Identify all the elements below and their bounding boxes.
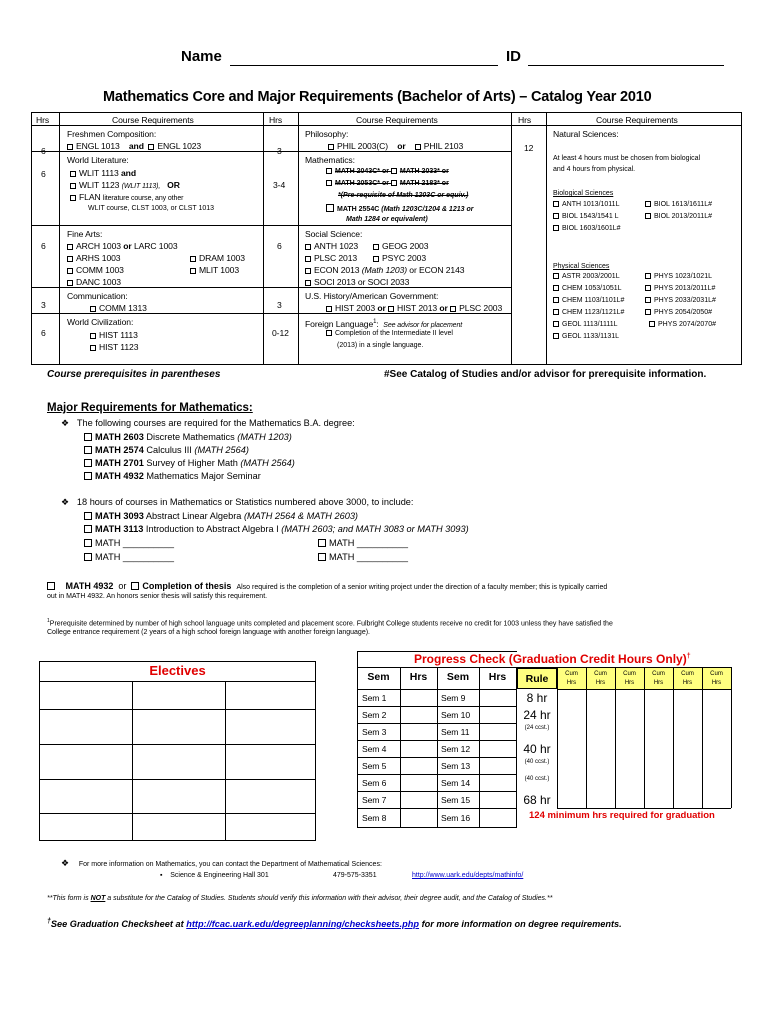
checkbox-icon[interactable] [388,306,394,312]
foreign-label: Foreign Language$^1$: See advisor for placement [305,318,463,329]
checkbox-icon[interactable] [90,345,96,351]
social-label: Social Science: [305,229,363,239]
sem-header-2: Sem [446,671,470,683]
flan-note: WLIT course, CLST 1003, or CLST 1013 [88,205,215,212]
checkbox-icon[interactable] [47,582,55,590]
hrs-label: Hrs [653,680,664,686]
id-underline[interactable] [528,65,724,66]
col-req-header-3: Course Requirements [596,115,678,125]
hrs-us-history: 3 [277,300,282,310]
sem-row-label: Sem 7 [362,795,387,805]
wlit1113-row[interactable]: WLIT 1113 and [70,167,136,179]
checkbox-icon[interactable] [84,446,92,454]
sem-row-label: Sem 1 [362,693,387,703]
chem1053-row[interactable]: CHEM 1053/1051L [553,284,622,294]
rule-8: 8 hr [526,691,548,705]
checkbox-icon[interactable] [305,244,311,250]
checkbox-icon[interactable] [553,321,559,327]
col-hrs-header-3: Hrs [518,115,532,125]
world-lit-label: World Literature: [67,155,129,165]
sem-row-label: Sem 13 [441,761,471,771]
checkbox-icon[interactable] [67,280,73,286]
hrs-mathematics: 3-4 [273,180,286,190]
checkbox-icon[interactable] [391,168,397,174]
checkbox-icon[interactable] [70,195,76,201]
checkbox-icon[interactable] [84,539,92,547]
electives-title: Electives [149,663,206,678]
sem-row-label: Sem 8 [362,813,387,823]
hist1123-row[interactable]: HIST 1123 [90,341,138,353]
math3113-row[interactable]: MATH 3113 Introduction to Abstract Algebra I (MATH 2603; and MATH 3083 or MATH 3093) [84,523,469,535]
hrs-fine-arts: 6 [41,241,46,251]
checkbox-icon[interactable] [190,256,196,262]
not-substitute-note: **This form is NOT a substitute for the Catalog of Studies. Students should verify this information with their advisor, their degree audit, and the Catalog of Studies.** [47,895,553,902]
foreign-completion-row[interactable]: Completion of the Intermediate II level [326,329,453,339]
checkbox-icon[interactable] [553,225,559,231]
sem-header-1: Sem [367,671,390,683]
thesis-text-2: out in MATH 4932. An honors senior thesis will satisfy this requirement. [47,593,268,600]
phys2074-row[interactable]: PHYS 2074/2070# [649,320,716,330]
rule-40: 40 hr [523,742,551,756]
comm1003-row[interactable]: COMM 1003 [67,264,124,276]
checkbox-icon[interactable] [373,244,379,250]
sem-row-label: Sem 2 [362,710,387,720]
sem-row-label: Sem 14 [441,778,471,788]
geol1113-row[interactable]: GEOL 1113/1111L [553,320,618,330]
hrs-header-1: Hrs [409,671,428,683]
name-label: Name [181,48,222,65]
footnote-1: $^1$Prerequisite determined by number of high school language units completed and placement score. Fulbright College students receive no credit for 1003 unless they have satisfied the [47,618,613,628]
hrs-label: Hrs [682,680,693,686]
sem-row-label: Sem 3 [362,727,387,737]
arch-row[interactable]: ARCH 1003 or LARC 1003 [67,240,178,252]
philosophy-label: Philosophy: [305,129,349,139]
prereq-note: Course prerequisites in parentheses [47,369,221,380]
checkbox-icon[interactable] [305,256,311,262]
hrs-label: Hrs [711,680,722,686]
checkbox-icon[interactable] [645,297,651,303]
checkbox-icon[interactable] [305,268,311,274]
more-info: ❖ For more information on Mathematics, you can contact the Department of Mathematical Sciences: [61,858,382,868]
diamond-bullet-icon: ❖ [61,418,70,428]
checkbox-icon[interactable] [84,512,92,520]
checkbox-icon[interactable] [318,539,326,547]
major-bullet-2: ❖ 18 hours of courses in Mathematics or Statistics numbered above 3000, to include: [61,497,414,507]
grad-checksheet-note: †See Graduation Checksheet at http://fcac.uark.edu/degreeplanning/checksheets.php for more information on degree requirements. [47,918,622,930]
rule-24-note: (24 ccst.) [524,725,550,731]
cum-hrs-header [673,668,702,689]
psyc-row[interactable]: PSYC 2003 [373,252,426,264]
dram-row[interactable]: DRAM 1003 [190,252,245,264]
progress-title: Progress Check (Graduation Credit Hours Only)† [414,652,691,666]
wlit1123-row[interactable]: WLIT 1123 (WLIT 1113), OR [70,179,180,192]
hrs-label: Hrs [566,680,577,686]
checkbox-icon[interactable] [90,306,96,312]
astr-row[interactable]: ASTR 2003/2001L [553,272,620,282]
hrs-world-civ: 6 [41,328,46,338]
math2554-row[interactable]: MATH 2554C (Math 1203C/1204 & 1213 or [326,204,473,215]
checkbox-icon[interactable] [84,553,92,561]
hrs-social: 6 [277,241,282,251]
chem1103-row[interactable]: CHEM 1103/1101L# [553,296,624,306]
checkbox-icon[interactable] [450,306,456,312]
cum-hrs-header [644,668,673,689]
checkbox-icon[interactable] [553,285,559,291]
anth1013-row[interactable]: ANTH 1013/1011L [553,200,619,210]
math2053-row[interactable]: MATH 2053C* or MATH 2183* or [326,179,449,189]
hrs-communication: 3 [41,300,46,310]
contact-phone: 479-575-3351 [333,872,377,879]
rule-40-note-2: (40 ccst.) [524,776,550,782]
checkbox-icon[interactable] [553,309,559,315]
checkbox-icon[interactable] [326,204,334,212]
econ-row[interactable]: ECON 2013 (Math 1203) or ECON 2143 [305,264,464,276]
hrs-header-2: Hrs [488,671,507,683]
checkbox-icon[interactable] [645,201,651,207]
sem-row-label: Sem 12 [441,744,471,754]
sem-row-label: Sem 16 [441,813,471,823]
footnote-2: College entrance requirement (2 years of a high school foreign language with another foreign language). [47,629,370,636]
cum-label: Cum [710,671,723,677]
arhs-row[interactable]: ARHS 1003 [67,252,120,264]
col-req-header-2: Course Requirements [356,115,438,125]
cum-label: Cum [594,671,607,677]
checkbox-icon[interactable] [67,244,73,250]
biol2013-row[interactable]: BIOL 2013/2011L# [645,212,712,222]
checkbox-icon[interactable] [67,144,73,150]
chem1123-row[interactable]: CHEM 1123/1121L# [553,308,624,318]
flan-row[interactable]: FLAN literature course, any other [70,191,183,204]
min-hours-note: 124 minimum hrs required for graduation [529,810,715,821]
sem-row-label: Sem 10 [441,710,471,720]
math-blank-3[interactable]: MATH __________ [84,551,174,563]
us-history-label: U.S. History/American Government: [305,291,439,301]
checkbox-icon[interactable] [84,433,92,441]
checkbox-icon[interactable] [326,330,332,336]
col-req-header-1: Course Requirements [112,115,194,125]
rule-24: 24 hr [523,708,551,722]
natural-label: Natural Sciences: [553,129,619,139]
sem-row-label: Sem 5 [362,761,387,771]
checkbox-icon[interactable] [373,256,379,262]
col-hrs-header-2: Hrs [269,115,283,125]
soci-row[interactable]: SOCI 2013 or SOCI 2033 [305,276,409,288]
diamond-bullet-icon: ❖ [61,497,70,507]
math-blank-2[interactable]: MATH __________ [318,537,408,549]
name-underline[interactable] [230,65,498,66]
hrs-foreign: 0-12 [272,328,289,338]
phys2054-row[interactable]: PHYS 2054/2050# [645,308,712,318]
id-label: ID [506,48,521,65]
checkbox-icon[interactable] [645,273,651,279]
anth-row[interactable]: ANTH 1023 [305,240,358,252]
math2574-row[interactable]: MATH 2574 Calculus III (MATH 2564) [84,444,249,456]
math2701-row[interactable]: MATH 2701 Survey of Higher Math (MATH 2564) [84,457,295,469]
checkbox-icon[interactable] [553,333,559,339]
math-blank-4[interactable]: MATH __________ [318,551,408,563]
major-bullet-1: ❖ The following courses are required for the Mathematics B.A. degree: [61,418,355,428]
mathematics-label: Mathematics: [305,155,355,165]
checkbox-icon[interactable] [328,144,334,150]
math4932-row[interactable]: MATH 4932 Mathematics Major Seminar [84,470,261,482]
hrs-philosophy: 3 [277,146,282,156]
cum-label: Cum [623,671,636,677]
contact-row: ▪ Science & Engineering Hall 301 [160,872,269,879]
page-title: Mathematics Core and Major Requirements (Bachelor of Arts) – Catalog Year 2010 [103,89,652,105]
biol1543-row[interactable]: BIOL 1543/1541 L [553,212,619,222]
mlit-row[interactable]: MLIT 1003 [190,264,239,276]
math-url-link[interactable]: http://www.uark.edu/depts/mathinfo/ [412,872,524,879]
math-prereq-note: *(Pre-requisite of Math 1203C or equiv.) [338,192,469,199]
checkbox-icon[interactable] [305,280,311,286]
math2043-row[interactable]: MATH 2043C* or MATH 2033* or [326,167,449,177]
cum-label: Cum [652,671,665,677]
checkbox-icon[interactable] [67,256,73,262]
phys1023-row[interactable]: PHYS 1023/1021L [645,272,712,282]
checkbox-icon[interactable] [67,268,73,274]
thesis-row[interactable]: MATH 4932 or Completion of thesis Also required is the completion of a senior writing project under the direction of a faculty member; this is typically carried [47,580,607,593]
cum-label: Cum [565,671,578,677]
diamond-bullet-icon: ❖ [61,858,70,868]
checkbox-icon[interactable] [326,306,332,312]
phys2033-row[interactable]: PHYS 2033/2031L# [645,296,716,306]
checkbox-icon[interactable] [391,180,397,186]
rule-header: Rule [517,668,557,689]
phys2013-row[interactable]: PHYS 2013/2011L# [645,284,715,294]
biol1603-row[interactable]: BIOL 1603/1601L# [553,224,621,234]
checkbox-icon[interactable] [84,472,92,480]
hrs-label: Hrs [624,680,635,686]
math3093-row[interactable]: MATH 3093 Abstract Linear Algebra (MATH 2564 & MATH 2603) [84,510,358,522]
checkbox-icon[interactable] [326,180,332,186]
checkbox-icon[interactable] [553,213,559,219]
rule-40-note: (40 ccst.) [524,759,550,765]
cum-top-border [517,667,731,668]
col-hrs-header-1: Hrs [36,115,50,125]
hrs-natural: 12 [524,143,534,153]
checkbox-icon[interactable] [553,201,559,207]
checkbox-icon[interactable] [70,171,76,177]
checkbox-icon[interactable] [645,285,651,291]
see-catalog-note: #See Catalog of Studies and/or advisor for prerequisite information. [384,369,707,380]
checkbox-icon[interactable] [326,168,332,174]
natural-note-2: and 4 hours from physical. [553,166,636,173]
checkbox-icon[interactable] [70,183,76,189]
phys-heading: Physical Sciences [553,263,610,270]
plsc-row[interactable]: PLSC 2013 [305,252,357,264]
checkbox-icon[interactable] [645,213,651,219]
bio-heading: Biological Sciences [553,190,614,197]
phil-row[interactable]: PHIL 2003(C) or PHIL 2103 [328,140,463,152]
freshman-comp-label: Freshmen Composition: [67,129,157,139]
world-civ-label: World Civilization: [67,317,134,327]
checkbox-icon[interactable] [148,144,154,150]
cum-hrs-header [702,668,731,689]
hist-row[interactable]: HIST 2003 or HIST 2013 or PLSC 2003 [326,302,502,314]
checksheet-link[interactable]: http://fcac.uark.edu/degreeplanning/checksheets.php [186,919,420,930]
hrs-label: Hrs [595,680,606,686]
cum-hrs-header [615,668,644,689]
checkbox-icon[interactable] [84,459,92,467]
cum-label: Cum [681,671,694,677]
cum-hrs-header [557,668,586,689]
geol1133-row[interactable]: GEOL 1133/1131L [553,332,619,342]
danc-row[interactable]: DANC 1003 [67,276,121,288]
sem-row-label: Sem 9 [441,693,466,703]
cum-hrs-header [586,668,615,689]
engl-row[interactable]: ENGL 1013 and ENGL 1023 [67,140,201,152]
checkbox-icon[interactable] [553,297,559,303]
communication-label: Communication: [67,291,128,301]
checkbox-icon[interactable] [645,309,651,315]
sem-row-label: Sem 4 [362,744,387,754]
checkbox-icon[interactable] [553,273,559,279]
rule-68: 68 hr [523,793,551,807]
hrs-freshman: 6 [41,146,46,156]
checkbox-icon[interactable] [318,553,326,561]
major-heading: Major Requirements for Mathematics: [47,402,253,414]
checkbox-icon[interactable] [90,333,96,339]
checkbox-icon[interactable] [415,144,421,150]
sem-row-label: Sem 15 [441,795,471,805]
checkbox-icon[interactable] [649,321,655,327]
biol1613-row[interactable]: BIOL 1613/1611L# [645,200,712,210]
checkbox-icon[interactable] [190,268,196,274]
math-blank-1[interactable]: MATH __________ [84,537,174,549]
checkbox-icon[interactable] [131,582,139,590]
geog-row[interactable]: GEOG 2003 [373,240,428,252]
hist1113-row[interactable]: HIST 1113 [90,329,138,341]
math2603-row[interactable]: MATH 2603 Discrete Mathematics (MATH 1203) [84,431,292,443]
hrs-world-lit: 6 [41,169,46,179]
math2554-note: Math 1284 or equivalent) [346,216,428,223]
foreign-completion-note: (2013) in a single language. [337,342,424,349]
fine-arts-label: Fine Arts: [67,229,103,239]
comm1313-row[interactable]: COMM 1313 [90,302,147,314]
sem-row-label: Sem 11 [441,727,470,737]
natural-note-1: At least 4 hours must be chosen from biological [553,155,701,162]
checkbox-icon[interactable] [84,525,92,533]
sem-row-label: Sem 6 [362,778,387,788]
